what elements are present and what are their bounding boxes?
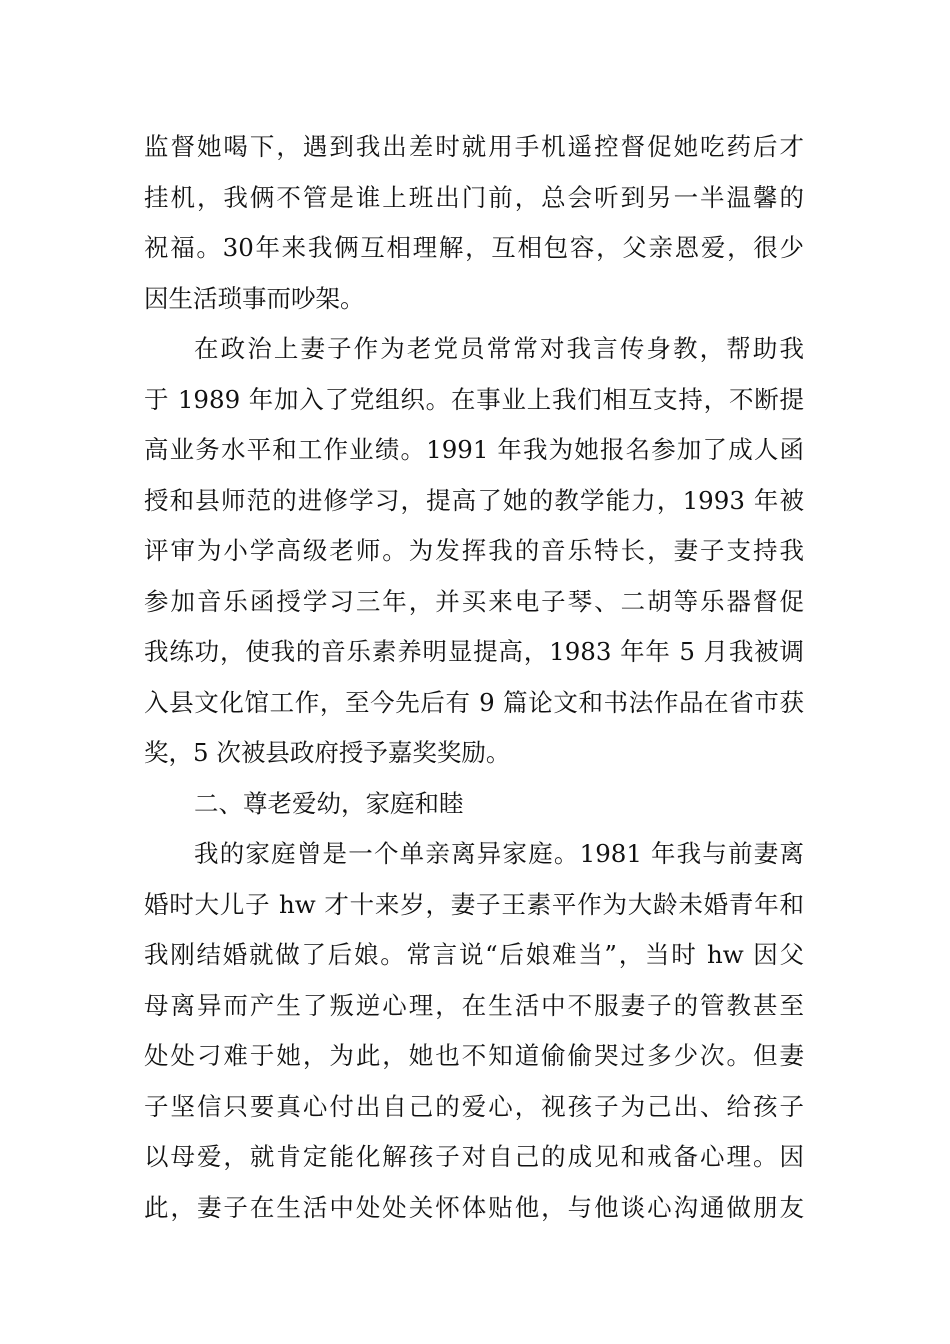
document-page	[144, 122, 804, 1233]
text-line: 我刚结婚就做了后娘。常言说“后娘难当”，当时 hw 因父	[144, 940, 804, 969]
text-line: 祝福。30年来我俩互相理解，互相包容，父亲恩爱，很少	[144, 233, 804, 262]
text-line: 奖，5 次被县政府授予嘉奖奖励。	[144, 738, 511, 767]
paragraph	[144, 324, 804, 779]
text-line: 因生活琐事而吵架。	[144, 283, 365, 313]
section-heading	[144, 779, 804, 830]
text-line: 处处刁难于她，为此，她也不知道偷偷哭过多少次。但妻	[144, 1041, 804, 1070]
text-line: 我练功，使我的音乐素养明显提高，1983 年年 5 月我被调	[144, 637, 804, 666]
text-line: 此，妻子在生活中处处关怀体贴他，与他谈心沟通做朋友	[144, 1192, 804, 1222]
text-line: 高业务水平和工作业绩。1991 年我为她报名参加了成人函	[144, 435, 804, 464]
paragraph	[144, 829, 804, 1233]
text-line: 母离异而产生了叛逆心理，在生活中不服妻子的管教甚至	[144, 990, 804, 1020]
text-line: 我的家庭曾是一个单亲离异家庭。1981 年我与前妻离	[194, 839, 804, 868]
text-line: 入县文化馆工作，至今先后有 9 篇论文和书法作品在省市获	[144, 687, 804, 717]
text-line: 挂机，我俩不管是谁上班出门前，总会听到另一半温馨的	[144, 182, 804, 212]
text-line: 授和县师范的进修学习，提高了她的教学能力，1993 年被	[144, 485, 804, 515]
text-line: 参加音乐函授学习三年，并买来电子琴、二胡等乐器督促	[144, 586, 804, 616]
text-line: 以母爱，就肯定能化解孩子对自己的成见和戒备心理。因	[144, 1142, 804, 1171]
text-line: 二、尊老爱幼，家庭和睦	[194, 788, 464, 818]
text-line: 监督她喝下，遇到我出差时就用手机遥控督促她吃药后才	[144, 132, 804, 161]
text-line: 婚时大儿子 hw 才十来岁，妻子王素平作为大龄未婚青年和	[144, 889, 804, 919]
text-line: 评审为小学高级老师。为发挥我的音乐特长，妻子支持我	[144, 536, 804, 565]
text-line: 子坚信只要真心付出自己的爱心，视孩子为己出、给孩子	[144, 1091, 804, 1121]
text-line: 于 1989 年加入了党组织。在事业上我们相互支持，不断提	[144, 384, 804, 414]
paragraph	[144, 122, 804, 324]
text-line: 在政治上妻子作为老党员常常对我言传身教，帮助我	[194, 334, 804, 363]
